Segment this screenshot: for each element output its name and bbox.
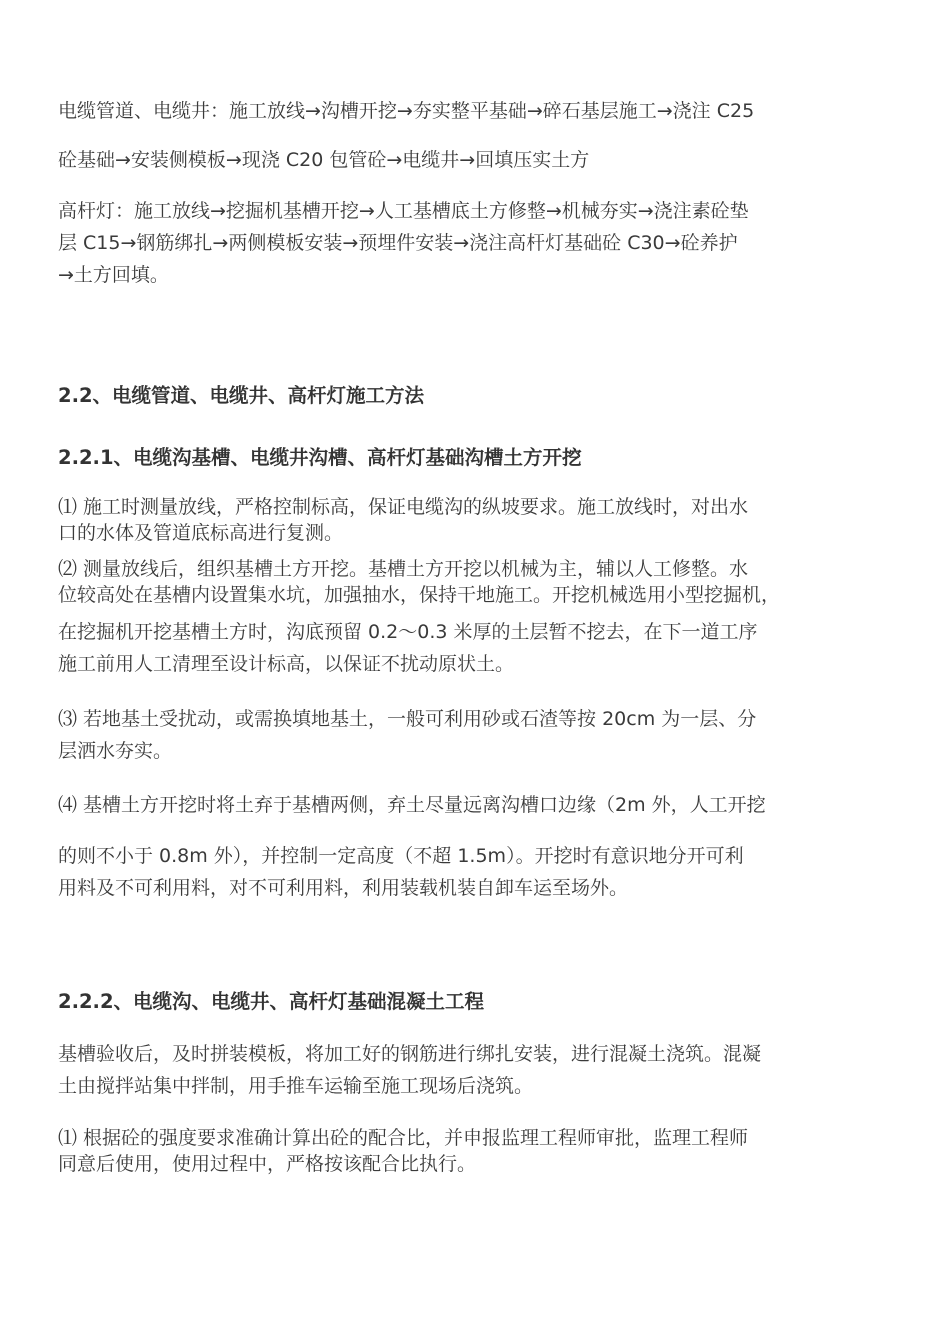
text-line: 层 C15→钢筋绑扎→两侧模板安装→预埋件安装→浇注高杆灯基础砼 C30→砼养护 [58, 232, 738, 254]
item-1-paragraph [58, 494, 898, 546]
section-heading-2-2-1: 2.2.1、电缆沟基槽、电缆井沟槽、高杆灯基础沟槽土方开挖 [58, 446, 582, 469]
text-line: ⑷ 基槽土方开挖时将土弃于基槽两侧，弃土尽量远离沟槽口边缘（2m 外，人工开挖 [58, 794, 766, 816]
text-line: 同意后使用，使用过程中，严格按该配合比执行。 [58, 1153, 477, 1175]
item-2-paragraph-part-1 [58, 556, 898, 608]
text-line: ⑶ 若地基土受扰动，或需换填地基土，一般可利用砂或石渣等按 20cm 为一层、分 [58, 708, 757, 730]
text-line: 的则不小于 0.8m 外），并控制一定高度（不超 1.5m）。开挖时有意识地分开可利 [58, 845, 744, 867]
text-line: 电缆管道、电缆井：施工放线→沟槽开挖→夯实整平基础→碎石基层施工→浇注 C25 [58, 100, 755, 122]
item-4-paragraph-part-1 [58, 789, 898, 821]
process-cable-paragraph [58, 87, 898, 185]
text-line: 砼基础→安装侧模板→现浇 C20 包管砼→电缆井→回填压实土方 [58, 149, 590, 171]
text-line: 土由搅拌站集中拌制，用手推车运输至施工现场后浇筑。 [58, 1075, 534, 1097]
text-line: 用料及不可利用料，对不可利用料，利用装载机装自卸车运至场外。 [58, 877, 629, 899]
text-line: 高杆灯：施工放线→挖掘机基槽开挖→人工基槽底土方修整→机械夯实→浇注素砼垫 [58, 200, 749, 222]
text-line: ⑴ 施工时测量放线，严格控制标高，保证电缆沟的纵坡要求。施工放线时，对出水 [58, 496, 749, 518]
item-2-paragraph-part-2 [58, 616, 898, 680]
item-4-paragraph-part-2 [58, 840, 898, 904]
concrete-item-1-paragraph [58, 1125, 898, 1177]
item-3-paragraph [58, 703, 898, 767]
process-lamp-paragraph [58, 195, 898, 291]
concrete-intro-paragraph [58, 1038, 898, 1102]
text-line: 层洒水夯实。 [58, 740, 173, 762]
text-line: 口的水体及管道底标高进行复测。 [58, 522, 344, 544]
text-line: →土方回填。 [58, 264, 169, 286]
text-line: 施工前用人工清理至设计标高，以保证不扰动原状土。 [58, 653, 515, 675]
text-line: ⑵ 测量放线后，组织基槽土方开挖。基槽土方开挖以机械为主，辅以人工修整。水 [58, 558, 749, 580]
text-line: 基槽验收后，及时拼装模板，将加工好的钢筋进行绑扎安装，进行混凝土浇筑。混凝 [58, 1043, 762, 1065]
section-heading-2-2-2: 2.2.2、电缆沟、电缆井、高杆灯基础混凝土工程 [58, 990, 485, 1013]
text-line: 在挖掘机开挖基槽土方时，沟底预留 0.2～0.3 米厚的土层暂不挖去，在下一道工序 [58, 621, 758, 643]
text-line: ⑴ 根据砼的强度要求准确计算出砼的配合比，并申报监理工程师审批，监理工程师 [58, 1127, 749, 1149]
section-heading-2-2: 2.2、电缆管道、电缆井、高杆灯施工方法 [58, 384, 425, 407]
text-line: 位较高处在基槽内设置集水坑，加强抽水，保持干地施工。开挖机械选用小型挖掘机， [58, 584, 781, 606]
